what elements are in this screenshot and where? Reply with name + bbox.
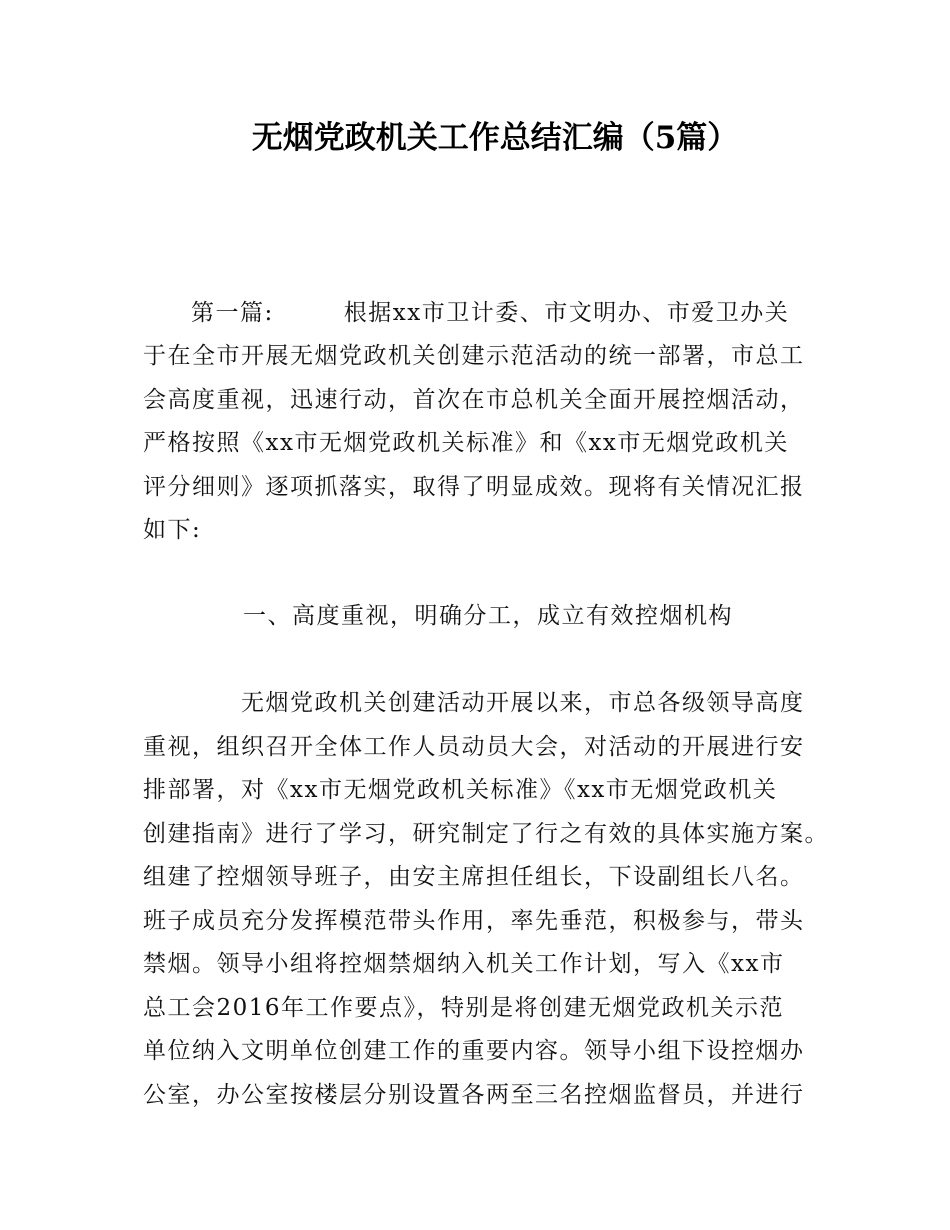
section-heading: 一、高度重视，明确分工，成立有效控烟机构 — [243, 603, 733, 629]
document-title: 无烟党政机关工作总结汇编（5篇） — [251, 120, 739, 156]
paragraph-line: 无烟党政机关创建活动开展以来，市总各级领导高度 — [241, 690, 805, 716]
paragraph-line: 排部署，对《xx市无烟党政机关标准》《xx市无烟党政机关 — [143, 777, 778, 803]
paragraph-line: 会高度重视，迅速行动，首次在市总机关全面开展控烟活动， — [143, 387, 805, 413]
paragraph-line: 创建指南》进行了学习，研究制定了行之有效的具体实施方案。 — [143, 821, 829, 847]
paragraph-line: 单位纳入文明单位创建工作的重要内容。领导小组下设控烟办 — [143, 1038, 805, 1064]
paragraph-line: 于在全市开展无烟党政机关创建示范活动的统一部署，市总工 — [143, 343, 805, 369]
paragraph-line: 总工会2016年工作要点》，特别是将创建无烟党政机关示范 — [143, 995, 785, 1021]
paragraph-line: 禁烟。领导小组将控烟禁烟纳入机关工作计划，写入《xx市 — [143, 951, 785, 977]
paragraph-line: 评分细则》逐项抓落实，取得了明显成效。现将有关情况汇报 — [143, 474, 805, 500]
paragraph-line: 公室，办公室按楼层分别设置各两至三名控烟监督员，并进行 — [143, 1082, 805, 1108]
intro-first-text: 根据xx市卫计委、市文明办、市爱卫办关 — [343, 300, 790, 326]
intro-label: 第一篇: — [191, 300, 274, 326]
paragraph-line: 严格按照《xx市无烟党政机关标准》和《xx市无烟党政机关 — [143, 430, 789, 456]
paragraph-line: 班子成员充分发挥模范带头作用，率先垂范，积极参与，带头 — [143, 908, 805, 934]
intro-first-line — [191, 298, 789, 328]
paragraph-line: 如下: — [143, 517, 202, 543]
paragraph-line: 重视，组织召开全体工作人员动员大会，对活动的开展进行安 — [143, 734, 805, 760]
paragraph-line: 组建了控烟领导班子，由安主席担任组长，下设副组长八名。 — [143, 864, 805, 890]
